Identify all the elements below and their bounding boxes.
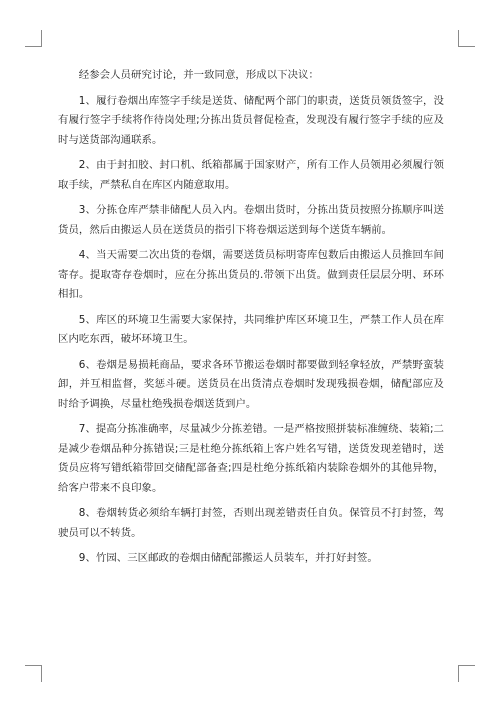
resolution-item-4: 4、当天需要二次出货的卷烟，需要送货员标明寄库包数后由搬运人员推回车间寄存。提取寄存卷烟时，应在分拣出货员的.带领下出货。做到责任层层分明、环环相扣。 [58, 249, 444, 300]
resolution-item-5: 5、库区的环境卫生需要大家保持，共同维护库区环境卫生，严禁工作人员在库区内吃东西，破坏环境卫生。 [58, 313, 444, 345]
resolution-item-6: 6、卷烟是易损耗商品，要求各环节搬运卷烟时都要做到轻拿轻放，严禁野蛮装卸，并互相监督，奖惩斗硬。送货员在出货清点卷烟时发现残损卷烟，储配部应及时给予调换，尽量杜绝残损卷烟送货到户。 [58, 358, 444, 410]
resolution-item-7: 7、提高分拣准确率，尽量减少分拣差错。一是严格按照拼装标准缠绕、装箱;二是减少卷烟品种分拣错误;三是杜绝分拣纸箱上客户姓名写错，送货发现差错时，送货员应将写错纸箱带回交储配部备查;四是杜绝分拣纸箱内装除卷烟外的其他异物，给客户带来不良印象。 [58, 423, 444, 494]
document-body [58, 66, 444, 575]
resolution-item-9: 9、竹园、三区邮政的卷烟由储配部搬运人员装车，并打好封签。 [78, 552, 378, 564]
resolution-item-3: 3、分拣仓库严禁非储配人员入内。卷烟出货时，分拣出货员按照分拣顺序叫送货员，然后由搬运人员在送货员的指引下将卷烟运送到每个送货车辆前。 [58, 204, 444, 236]
resolution-item-1: 1、履行卷烟出库签字手续是送货、储配两个部门的职责，送货员领货签字，没有履行签字手续将作待岗处理;分拣出货员督促检查，发现没有履行签字手续的应及时与送货部沟通联系。 [58, 94, 444, 146]
resolution-item-2: 2、由于封扣胶、封口机、纸箱都属于国家财产，所有工作人员领用必须履行领取手续，严禁私自在库区内随意取用。 [58, 159, 444, 191]
crop-mark-top-left [25, 30, 42, 47]
crop-mark-top-right [458, 30, 475, 47]
resolution-item-8: 8、卷烟转货必须给车辆打封签，否则出现差错责任自负。保管员不打封签，驾驶员可以不转货。 [58, 507, 444, 539]
crop-mark-bottom-right [458, 665, 475, 682]
crop-mark-bottom-left [25, 665, 42, 682]
intro-paragraph: 经参会人员研究讨论，并一致同意，形成以下决议： [78, 69, 319, 81]
